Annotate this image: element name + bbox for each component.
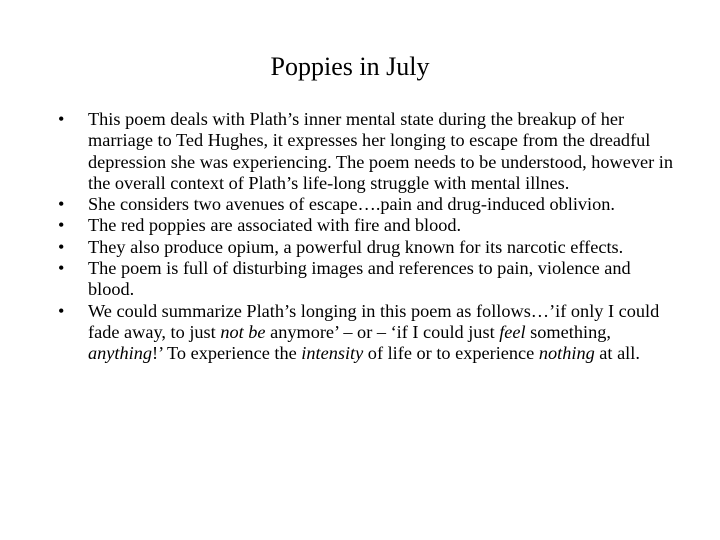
bullet-text bbox=[88, 215, 678, 236]
bullet-text bbox=[88, 194, 678, 215]
bullet-text bbox=[88, 301, 678, 365]
bullet-text-segment: of life or to experience bbox=[363, 343, 539, 364]
bullet-item bbox=[58, 194, 678, 215]
bullet-text-emphasis: nothing bbox=[538, 343, 595, 364]
bullet-text-segment: !’ To experience the bbox=[151, 343, 302, 364]
slide-title-text: Poppies in July bbox=[270, 52, 430, 81]
bullet-text-emphasis: anything bbox=[88, 343, 152, 364]
bullet-item bbox=[58, 109, 678, 194]
bullet-symbol: • bbox=[58, 194, 65, 215]
bullet-text bbox=[88, 237, 678, 258]
bullet-text-segment: The poem is full of disturbing images and references to pain, violence and blood. bbox=[88, 258, 631, 300]
bullet-symbol: • bbox=[58, 300, 65, 321]
bullet-list bbox=[58, 109, 678, 365]
bullet-symbol: • bbox=[58, 236, 65, 257]
bullet-text bbox=[88, 258, 678, 301]
bullet-item bbox=[58, 258, 678, 301]
bullet-text-segment: This poem deals with Plath’s inner mental state during the breakup of her marriage to Ted Hughes, it expresses her longing to escape from the dreadful depression she was experiencing. The poem needs to be understood, however in the overall context of Plath’s life-long struggle with mental illnes. bbox=[88, 109, 674, 193]
bullet-text-emphasis: not be bbox=[220, 321, 266, 342]
bullet-symbol: • bbox=[58, 258, 65, 279]
bullet-text-segment: She considers two avenues of escape….pain and drug-induced oblivion. bbox=[88, 194, 615, 215]
bullet-text-emphasis: intensity bbox=[301, 343, 364, 364]
bullet-item bbox=[58, 237, 678, 258]
bullet-text-segment: something, bbox=[525, 321, 611, 342]
bullet-item bbox=[58, 215, 678, 236]
bullet-text-segment: They also produce opium, a powerful drug known for its narcotic effects. bbox=[88, 236, 624, 257]
bullet-text-segment: The red poppies are associated with fire and blood. bbox=[88, 215, 462, 236]
bullet-symbol: • bbox=[58, 215, 65, 236]
bullet-item bbox=[58, 301, 678, 365]
bullet-text bbox=[88, 109, 678, 194]
bullet-text-segment: We could summarize Plath’s longing in this poem as follows…’if only I could fade away, to just bbox=[88, 300, 660, 342]
bullet-symbol: • bbox=[58, 109, 65, 129]
bullet-text-segment: anymore’ – or – ‘if I could just bbox=[265, 321, 500, 342]
bullet-text-segment: at all. bbox=[594, 343, 640, 364]
slide-title bbox=[0, 50, 700, 84]
bullet-text-emphasis: feel bbox=[499, 321, 526, 342]
